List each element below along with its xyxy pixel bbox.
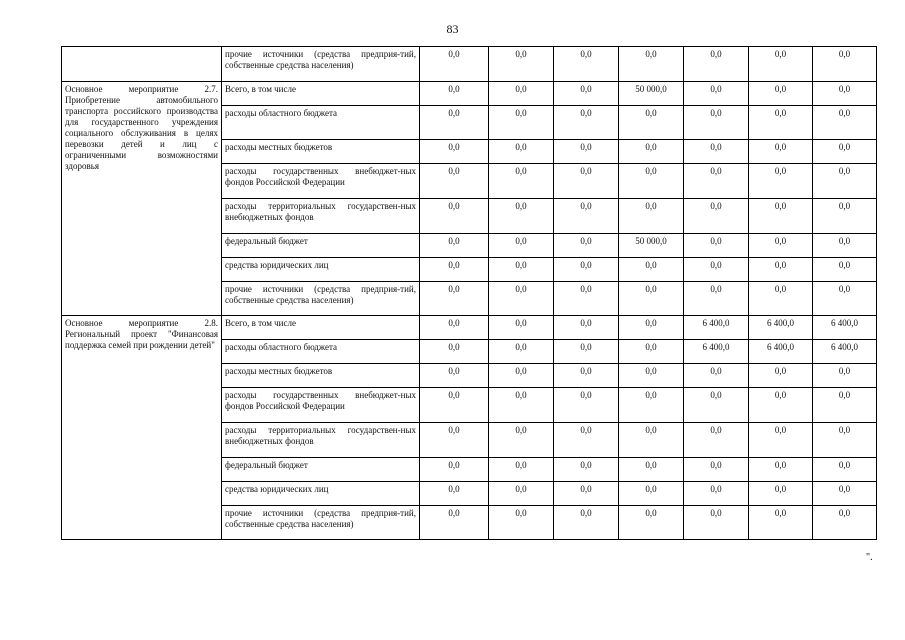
value-cell: 0,0 [619,258,684,282]
value-cell: 0,0 [489,140,554,164]
value-cell: 0,0 [619,423,684,458]
funding-source-cell: расходы территориальных государствен-ных внебюджетных фондов [222,199,420,234]
value-cell: 0,0 [489,282,554,316]
value-cell: 0,0 [489,340,554,364]
value-cell: 50 000,0 [619,82,684,106]
value-cell: 0,0 [554,482,619,506]
value-cell: 0,0 [684,199,749,234]
funding-source-cell: расходы областного бюджета [222,340,420,364]
value-cell: 0,0 [749,164,813,199]
value-cell: 0,0 [749,482,813,506]
funding-source-cell: прочие источники (средства предприя-тий, собственные средства населения) [222,47,420,82]
value-cell: 0,0 [420,258,489,282]
value-cell: 0,0 [554,364,619,388]
value-cell: 0,0 [420,164,489,199]
value-cell: 0,0 [489,47,554,82]
value-cell: 0,0 [813,506,877,540]
value-cell: 0,0 [489,506,554,540]
value-cell: 0,0 [619,106,684,140]
value-cell: 0,0 [420,364,489,388]
value-cell: 6 400,0 [684,340,749,364]
value-cell: 0,0 [749,388,813,423]
value-cell: 0,0 [619,340,684,364]
value-cell: 0,0 [420,106,489,140]
value-cell: 0,0 [749,234,813,258]
value-cell: 0,0 [420,234,489,258]
value-cell: 0,0 [684,258,749,282]
value-cell: 0,0 [619,482,684,506]
value-cell: 0,0 [749,47,813,82]
funding-source-cell: расходы государственных внебюджет-ных фондов Российской Федерации [222,388,420,423]
activity-cell: Основное мероприятие 2.8. Региональный проект "Финансовая поддержка семей при рождении детей" [62,316,222,540]
value-cell: 0,0 [554,423,619,458]
funding-source-cell: средства юридических лиц [222,482,420,506]
value-cell: 0,0 [684,458,749,482]
value-cell: 50 000,0 [619,234,684,258]
value-cell: 0,0 [554,106,619,140]
value-cell: 0,0 [420,423,489,458]
value-cell: 0,0 [749,282,813,316]
value-cell: 0,0 [749,140,813,164]
value-cell: 0,0 [489,258,554,282]
value-cell: 0,0 [420,388,489,423]
value-cell: 0,0 [619,364,684,388]
value-cell: 0,0 [619,388,684,423]
value-cell: 0,0 [684,388,749,423]
value-cell: 0,0 [813,82,877,106]
funding-source-cell: Всего, в том числе [222,82,420,106]
value-cell: 0,0 [619,164,684,199]
value-cell: 0,0 [813,458,877,482]
table-row [62,82,877,106]
value-cell: 6 400,0 [813,340,877,364]
funding-source-cell: средства юридических лиц [222,258,420,282]
value-cell: 0,0 [554,506,619,540]
value-cell: 0,0 [619,47,684,82]
value-cell: 0,0 [749,258,813,282]
value-cell: 0,0 [749,423,813,458]
value-cell: 0,0 [684,234,749,258]
value-cell: 0,0 [749,106,813,140]
value-cell: 0,0 [684,82,749,106]
value-cell: 0,0 [813,423,877,458]
table-row [62,47,877,82]
value-cell: 0,0 [813,47,877,82]
value-cell: 0,0 [619,506,684,540]
funding-source-cell: расходы государственных внебюджет-ных фондов Российской Федерации [222,164,420,199]
value-cell: 0,0 [619,282,684,316]
activity-cell-empty [62,47,222,82]
value-cell: 0,0 [420,506,489,540]
value-cell: 0,0 [420,316,489,340]
value-cell: 0,0 [684,364,749,388]
value-cell: 0,0 [489,234,554,258]
value-cell: 0,0 [489,82,554,106]
value-cell: 0,0 [619,140,684,164]
value-cell: 0,0 [619,316,684,340]
value-cell: 6 400,0 [749,340,813,364]
value-cell: 6 400,0 [813,316,877,340]
value-cell: 0,0 [749,199,813,234]
value-cell: 0,0 [489,164,554,199]
funding-source-cell: федеральный бюджет [222,458,420,482]
value-cell: 0,0 [554,234,619,258]
value-cell: 0,0 [749,364,813,388]
value-cell: 0,0 [554,140,619,164]
value-cell: 0,0 [489,364,554,388]
value-cell: 0,0 [684,282,749,316]
value-cell: 6 400,0 [684,316,749,340]
value-cell: 0,0 [420,482,489,506]
value-cell: 0,0 [684,164,749,199]
value-cell: 0,0 [420,140,489,164]
funding-source-cell: расходы местных бюджетов [222,364,420,388]
value-cell: 0,0 [554,282,619,316]
value-cell: 0,0 [813,282,877,316]
value-cell: 0,0 [813,140,877,164]
value-cell: 0,0 [554,199,619,234]
value-cell: 0,0 [420,340,489,364]
value-cell: 0,0 [420,47,489,82]
value-cell: 0,0 [813,199,877,234]
value-cell: 0,0 [684,482,749,506]
value-cell: 0,0 [813,234,877,258]
value-cell: 0,0 [420,282,489,316]
value-cell: 0,0 [420,82,489,106]
value-cell: 0,0 [420,199,489,234]
funding-source-cell: расходы территориальных государствен-ных внебюджетных фондов [222,423,420,458]
value-cell: 0,0 [554,458,619,482]
funding-source-cell: расходы местных бюджетов [222,140,420,164]
value-cell: 0,0 [489,458,554,482]
value-cell: 0,0 [813,164,877,199]
value-cell: 0,0 [749,82,813,106]
budget-table [61,46,877,540]
value-cell: 0,0 [684,47,749,82]
value-cell: 0,0 [554,258,619,282]
value-cell: 0,0 [554,316,619,340]
funding-source-cell: прочие источники (средства предприя-тий, собственные средства населения) [222,506,420,540]
value-cell: 0,0 [684,423,749,458]
value-cell: 0,0 [554,164,619,199]
funding-source-cell: федеральный бюджет [222,234,420,258]
value-cell: 0,0 [619,458,684,482]
value-cell: 0,0 [554,340,619,364]
value-cell: 0,0 [749,458,813,482]
value-cell: 0,0 [554,388,619,423]
value-cell: 0,0 [813,482,877,506]
value-cell: 0,0 [813,364,877,388]
value-cell: 0,0 [619,199,684,234]
value-cell: 0,0 [684,106,749,140]
value-cell: 0,0 [554,47,619,82]
value-cell: 0,0 [489,482,554,506]
value-cell: 0,0 [489,388,554,423]
value-cell: 0,0 [749,506,813,540]
value-cell: 0,0 [813,388,877,423]
value-cell: 6 400,0 [749,316,813,340]
value-cell: 0,0 [813,106,877,140]
value-cell: 0,0 [813,258,877,282]
value-cell: 0,0 [489,199,554,234]
value-cell: 0,0 [489,106,554,140]
value-cell: 0,0 [420,458,489,482]
activity-cell: Основное мероприятие 2.7. Приобретение автомобильного транспорта российского производства для государственного учреждения социального обслуживания в целях перевозки детей и лиц с ограниченными возможностями здоровья [62,82,222,316]
value-cell: 0,0 [554,82,619,106]
page-number: 83 [446,22,459,36]
table-row [62,316,877,340]
value-cell: 0,0 [489,423,554,458]
funding-source-cell: прочие источники (средства предприя-тий, собственные средства населения) [222,282,420,316]
value-cell: 0,0 [684,506,749,540]
value-cell: 0,0 [684,140,749,164]
funding-source-cell: расходы областного бюджета [222,106,420,140]
end-mark: ". [866,552,873,563]
value-cell: 0,0 [489,316,554,340]
funding-source-cell: Всего, в том числе [222,316,420,340]
